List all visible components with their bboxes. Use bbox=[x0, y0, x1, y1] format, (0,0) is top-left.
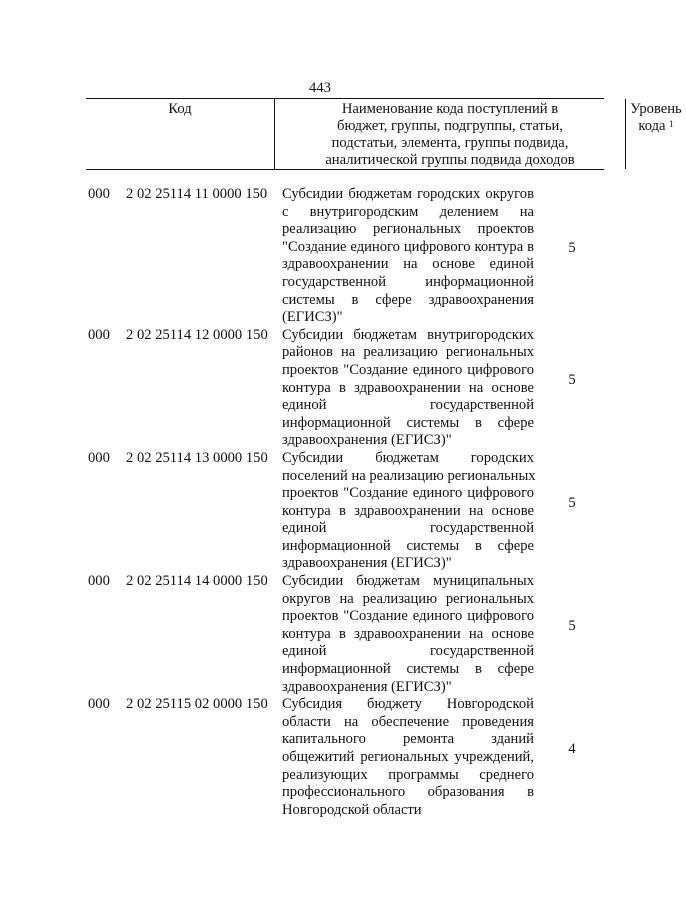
revenue-code: 2 02 25114 12 0000 150 bbox=[126, 326, 268, 343]
table-row bbox=[0, 327, 640, 450]
description-line: информационной системы в сфере bbox=[282, 537, 534, 554]
description-line: реализующих программы среднего bbox=[282, 766, 534, 783]
code-level: 5 bbox=[568, 371, 576, 388]
code-description bbox=[282, 186, 534, 327]
description-line: проектов "Создание единого цифрового bbox=[282, 485, 534, 502]
header-level-text: кода bbox=[638, 118, 666, 134]
description-line: здравоохранения (ЕГИСЗ)" bbox=[282, 432, 452, 449]
code-level: 5 bbox=[568, 239, 576, 256]
table-row bbox=[0, 450, 640, 573]
description-line: здравоохранения (ЕГИСЗ)" bbox=[282, 555, 452, 572]
header-level-line2 bbox=[626, 118, 686, 135]
description-line: общежитий региональных учреждений, bbox=[282, 749, 534, 765]
table-row bbox=[0, 696, 640, 819]
code-level: 5 bbox=[568, 494, 576, 511]
table-header bbox=[86, 98, 682, 170]
code-description bbox=[282, 327, 534, 450]
description-line: (ЕГИСЗ)" bbox=[282, 309, 343, 326]
description-line: государственной информационной bbox=[282, 273, 534, 290]
footnote-mark: 1 bbox=[669, 119, 674, 129]
header-name-line: аналитической группы подвида доходов bbox=[325, 152, 575, 168]
description-line: реализацию региональных проектов bbox=[282, 221, 534, 238]
description-line: Субсидии бюджетам внутригородских bbox=[282, 326, 534, 343]
code-description bbox=[282, 696, 534, 819]
description-line: проектов "Создание единого цифрового bbox=[282, 361, 534, 378]
admin-code: 000 bbox=[88, 696, 110, 713]
code-level: 5 bbox=[568, 617, 576, 634]
description-line: области на обеспечение проведения bbox=[282, 713, 534, 730]
description-line: контура в здравоохранении на основе bbox=[282, 625, 534, 642]
description-line: Субсидии бюджетам городских bbox=[282, 449, 534, 466]
description-line: округов на реализацию региональных bbox=[282, 590, 534, 607]
table-row bbox=[0, 573, 640, 696]
revenue-code: 2 02 25115 02 0000 150 bbox=[126, 696, 268, 713]
table-body bbox=[0, 186, 640, 819]
revenue-code: 2 02 25114 14 0000 150 bbox=[126, 573, 268, 590]
description-line: Субсидии бюджетам городских округов bbox=[282, 186, 534, 202]
table-row bbox=[0, 186, 640, 327]
description-line: с внутригородским делением на bbox=[282, 203, 534, 220]
description-line: поселений на реализацию региональных bbox=[282, 467, 536, 484]
header-name bbox=[274, 99, 626, 169]
description-line: Субсидии бюджетам муниципальных bbox=[282, 573, 534, 590]
description-line: единой государственной bbox=[282, 520, 534, 537]
description-line: здравоохранения (ЕГИСЗ)" bbox=[282, 678, 452, 695]
admin-code: 000 bbox=[88, 186, 110, 202]
description-line: профессионального образования в bbox=[282, 784, 534, 801]
admin-code: 000 bbox=[88, 573, 110, 590]
description-line: контура в здравоохранении на основе bbox=[282, 502, 534, 519]
header-name-line: Наименование кода поступлений в bbox=[341, 101, 559, 117]
description-line: контура в здравоохранении на основе bbox=[282, 379, 534, 396]
code-description bbox=[282, 450, 534, 573]
admin-code: 000 bbox=[88, 449, 110, 466]
page-number: 443 bbox=[309, 80, 331, 96]
admin-code: 000 bbox=[88, 326, 110, 343]
description-line: системы в сфере здравоохранения bbox=[282, 291, 534, 308]
description-line: капитального ремонта зданий bbox=[282, 731, 534, 748]
description-line: информационной системы в сфере bbox=[282, 414, 534, 431]
description-line: здравоохранении на основе единой bbox=[282, 256, 534, 273]
header-code: Код bbox=[168, 101, 192, 117]
description-line: информационной системы в сфере bbox=[282, 661, 534, 678]
revenue-code: 2 02 25114 13 0000 150 bbox=[126, 449, 268, 466]
header-level-line: Уровень bbox=[630, 101, 682, 117]
description-line: "Создание единого цифрового контура в bbox=[282, 238, 534, 255]
description-line: Субсидия бюджету Новгородской bbox=[282, 696, 534, 713]
description-line: районов на реализацию региональных bbox=[282, 344, 534, 361]
code-description bbox=[282, 573, 534, 696]
description-line: единой государственной bbox=[282, 643, 534, 660]
header-name-line: бюджет, группы, подгруппы, статьи, bbox=[337, 118, 563, 134]
revenue-code: 2 02 25114 11 0000 150 bbox=[126, 186, 268, 202]
header-level bbox=[626, 99, 686, 169]
header-name-line: подстатьи, элемента, группы подвида, bbox=[331, 135, 569, 151]
code-level: 4 bbox=[568, 741, 576, 758]
description-line: единой государственной bbox=[282, 397, 534, 414]
description-line: Новгородской области bbox=[282, 801, 422, 818]
description-line: проектов "Создание единого цифрового bbox=[282, 608, 534, 625]
